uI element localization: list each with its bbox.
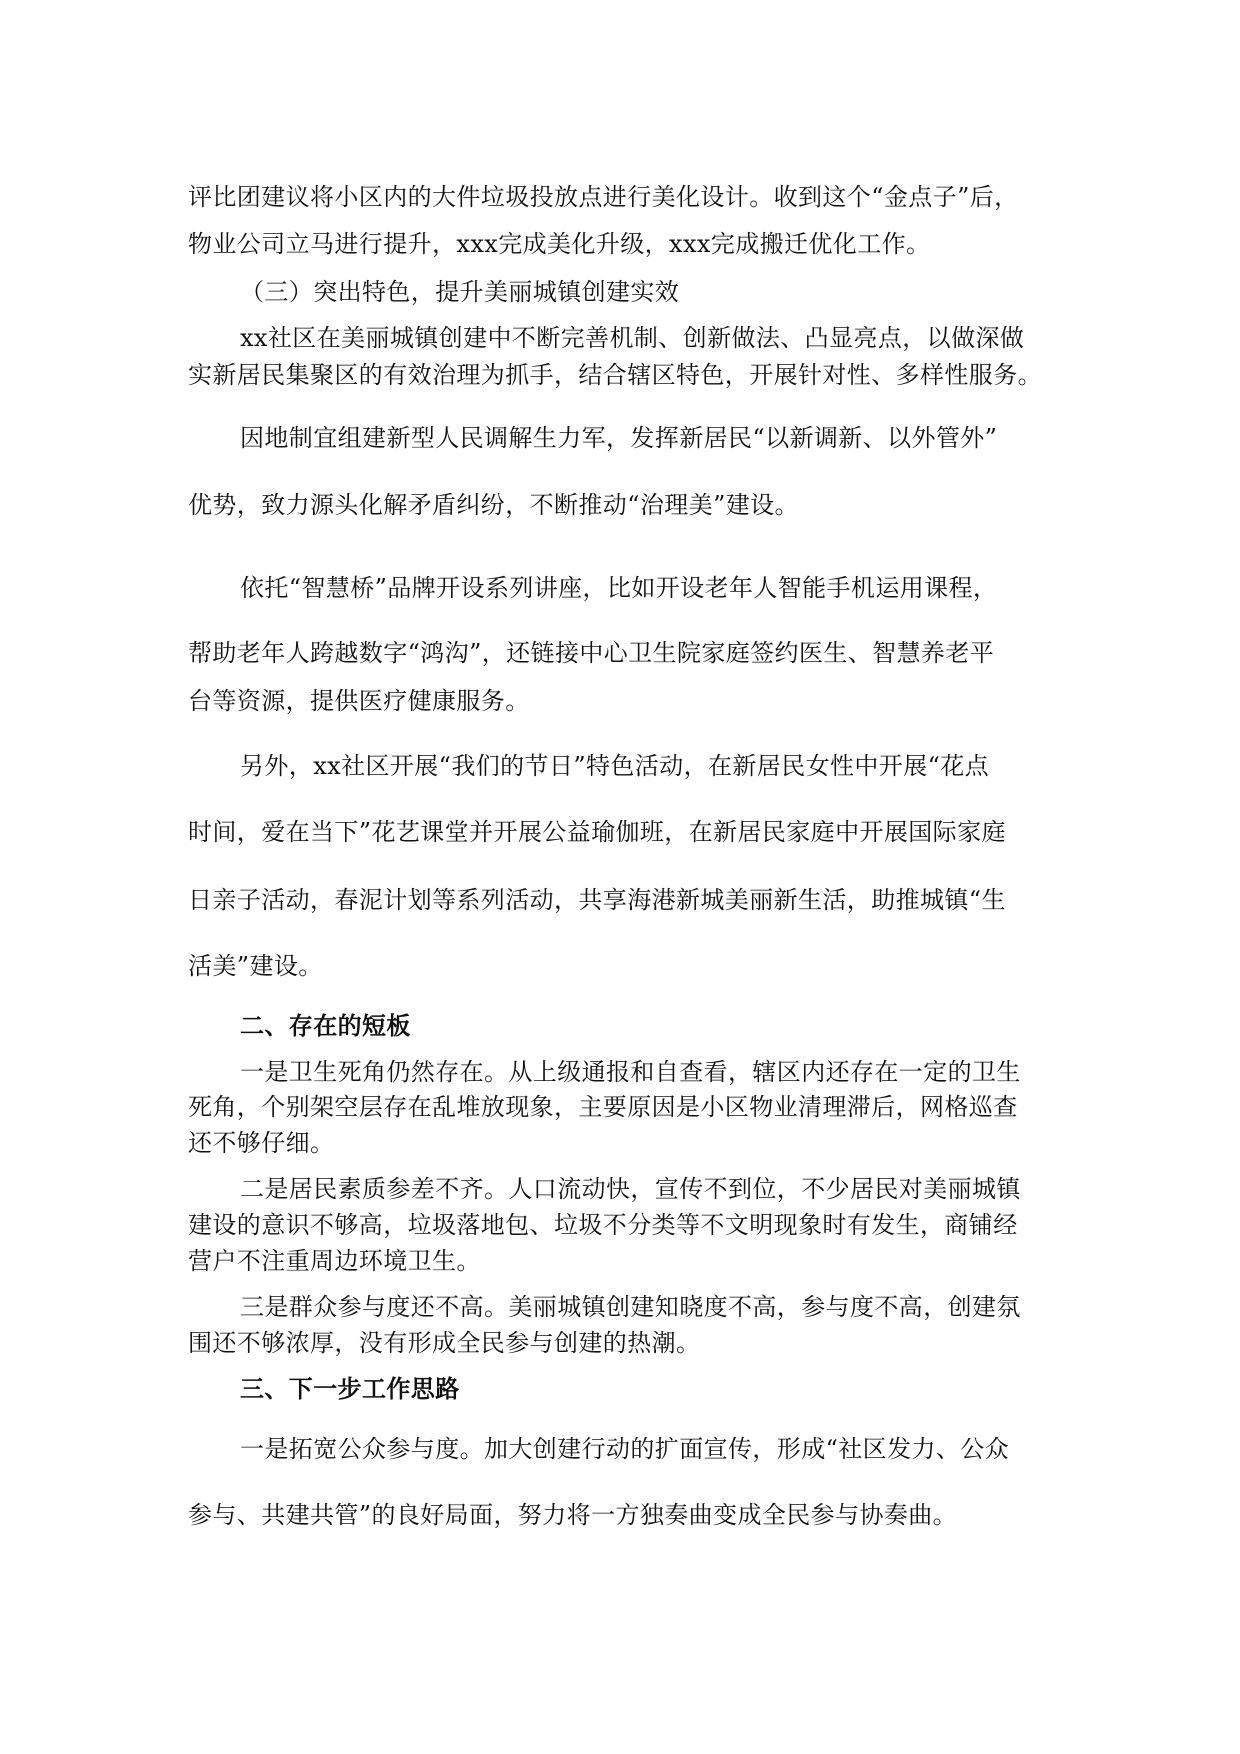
body-line: 一是卫生死角仍然存在。从上级通报和自查看，辖区内还存在一定的卫生 [240,1058,1021,1086]
body-line: 二是居民素质参差不齐。人口流动快，宣传不到位，不少居民对美丽城镇 [240,1175,1021,1203]
body-line: 优势，致力源头化解矛盾纠纷，不断推动“治理美”建设。 [188,491,799,519]
body-line: 营户不注重周边环境卫生。 [188,1247,481,1275]
body-line: 物业公司立马进行提升，xxx完成美化升级，xxx完成搬迁优化工作。 [188,230,931,258]
section-heading: 二、存在的短板 [240,1011,411,1040]
body-line: 还不够仔细。 [188,1129,335,1157]
body-line: 帮助老年人跨越数字“鸿沟”，还链接中心卫生院家庭签约医生、智慧养老平 [188,639,995,667]
section-heading: 三、下一步工作思路 [240,1374,460,1403]
body-line: xx社区在美丽城镇创建中不断完善机制、创新做法、凸显亮点，以做深做 [240,324,1025,352]
body-line: 实新居民集聚区的有效治理为抓手，结合辖区特色，开展针对性、多样性服务。 [188,361,1042,389]
body-line: 时间，爱在当下”花艺课堂并开展公益瑜伽班，在新居民家庭中开展国际家庭 [188,818,1006,846]
body-line: 参与、共建共管”的良好局面，努力将一方独奏曲变成全民参与协奏曲。 [188,1501,958,1529]
body-line: 另外，xx社区开展“我们的节日”特色活动，在新居民女性中开展“花点 [240,752,990,780]
body-line: 日亲子活动，春泥计划等系列活动，共享海港新城美丽新生活，助推城镇“生 [188,886,1006,914]
body-line: 围还不够浓厚，没有形成全民参与创建的热潮。 [188,1329,701,1357]
body-line: 建设的意识不够高，垃圾落地包、垃圾不分类等不文明现象时有发生，商铺经 [188,1211,1018,1239]
body-line: 台等资源，提供医疗健康服务。 [188,687,530,715]
body-line: 评比团建议将小区内的大件垃圾投放点进行美化设计。收到这个“金点子”后， [188,183,1019,211]
body-line: 一是拓宽公众参与度。加大创建行动的扩面宣传，形成“社区发力、公众 [240,1435,1010,1463]
body-line: 三是群众参与度还不高。美丽城镇创建知晓度不高，参与度不高，创建氛 [240,1293,1021,1321]
body-line: 依托“智慧桥”品牌开设系列讲座，比如开设老年人智能手机运用课程， [240,574,998,602]
body-line: 死角，个别架空层存在乱堆放现象，主要原因是小区物业清理滞后，网格巡查 [188,1093,1018,1121]
subsection-heading: （三）突出特色，提升美丽城镇创建实效 [240,278,680,306]
body-line: 活美”建设。 [188,952,323,980]
body-line: 因地制宜组建新型人民调解生力军，发挥新居民“以新调新、以外管外” [240,424,998,452]
